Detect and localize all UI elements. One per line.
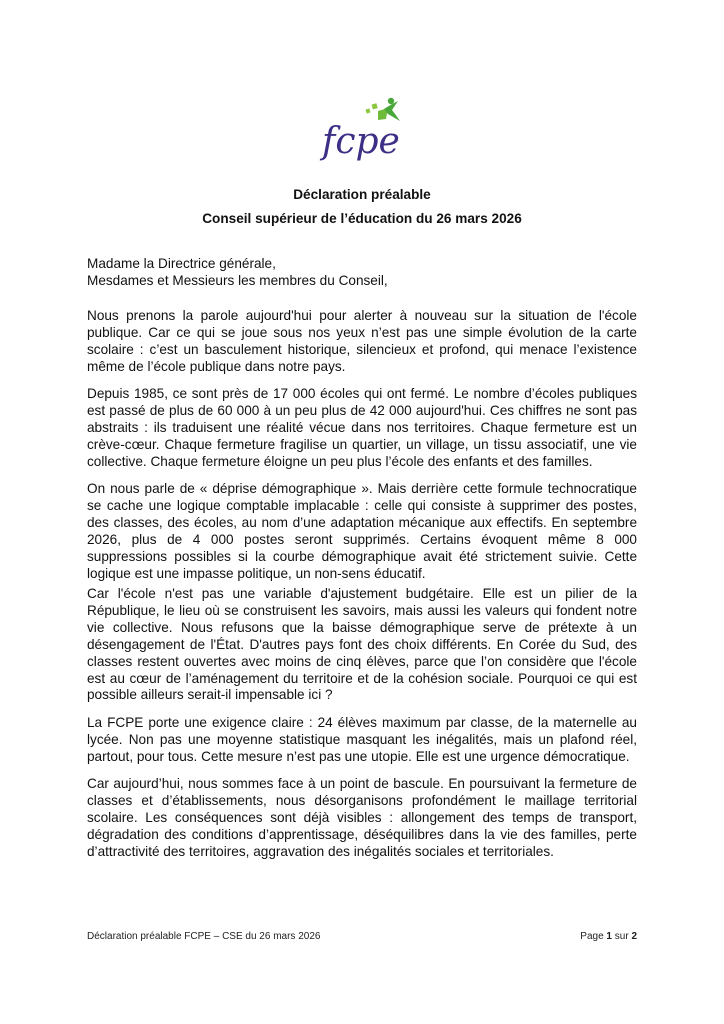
paragraph [87, 586, 637, 704]
salutation-line-2: Mesdames et Messieurs les membres du Conseil, [87, 272, 388, 288]
paragraph-text: La FCPE porte une exigence claire : 24 élèves maximum par classe, de la maternelle au lycée. Non pas une moyenne statistique masquant les inégalités, mais un plafond réel, partout, pour tous. Cette mesure n’est pas une utopie. Elle est une urgence démocratique. [87, 715, 637, 764]
page-footer [87, 931, 637, 942]
paragraph-text: On nous parle de « déprise démographique ». Mais derrière cette formule technocratique se cache une logique comptable implacable : celle qui consiste à supprimer des postes, des classes, des écoles, au nom d’une adaptation mécanique aux effectifs. En septembre 2026, plus de 4 000 postes seront supprimés. Certains évoquent même 8 000 suppressions possibles si la courbe démographique avait été strictement suivie. Cette logique est une impasse politique, un non-sens éducatif. [87, 481, 637, 581]
paragraph [87, 386, 637, 471]
page-prefix: Page [580, 931, 607, 942]
paragraph-text: Depuis 1985, ce sont près de 17 000 écoles qui ont fermé. Le nombre d’écoles publiques est passé de plus de 60 000 à un peu plus de 42 000 aujourd'hui. Ces chiffres ne sont pas abstraits : ils traduisent une réalité vécue dans nos territoires. Chaque fermeture est un crève-cœur. Chaque fermeture fragilise un quartier, un village, un tissu associatif, une vie collective. Chaque fermeture éloigne un peu plus l’école des enfants et des familles. [87, 386, 637, 469]
paragraph-text: Car aujourd’hui, nous sommes face à un point de bascule. En poursuivant la fermeture de classes et d’établissements, nous désorganisons profondément le maillage territorial scolaire. Les conséquences sont déjà visibles : allongement des temps de transport, dégradation des conditions d’apprentissage, déséquilibres dans la vie des familles, perte d’attractivité des territoires, aggravation des inégalités sociales et territoriales. [87, 776, 637, 859]
logo-wordmark: fcpe [322, 121, 400, 162]
salutation-line-1: Madame la Directrice générale, [87, 256, 276, 271]
document-title: Déclaration préalable [293, 187, 431, 202]
paragraph [87, 776, 637, 861]
paragraph-text: Nous prenons la parole aujourd'hui pour alerter à nouveau sur la situation de l'école publique. Car ce qui se joue sous nos yeux n’est pas une simple évolution de la carte scolaire : c’est un basculement historique, silencieux et profond, qui menace l’existence même de l’école publique dans notre pays. [87, 308, 637, 374]
page-current: 1 [606, 931, 612, 942]
paragraph [87, 715, 637, 766]
paragraph-text: Car l'école n'est pas une variable d'ajustement budgétaire. Elle est un pilier de la République, le lieu où se construisent les savoirs, mais aussi les valeurs qui fondent notre vie collective. Nous refusons que la baisse démographique serve de prétexte à un désengagement de l'État. D'autres pays font des choix différents. En Corée du Sud, des classes restent ouvertes avec moins de cinq élèves, parce que l’on considère que l'école est au cœur de l’aménagement du territoire et de la cohésion sociale. Pourquoi ce qui est possible ailleurs serait-il impensable ici ? [87, 586, 637, 703]
salutation [87, 256, 637, 290]
fcpe-logo-icon [318, 95, 410, 167]
document-subtitle: Conseil supérieur de l’éducation du 26 mars 2026 [202, 211, 522, 226]
footer-title: Déclaration préalable FCPE – CSE du 26 mars 2026 [87, 931, 321, 942]
paragraph [87, 481, 637, 582]
page-total: 2 [631, 931, 637, 942]
paragraph [87, 308, 637, 376]
page-number [580, 931, 637, 942]
page-separator: sur [611, 931, 632, 942]
fcpe-logo [318, 95, 410, 167]
